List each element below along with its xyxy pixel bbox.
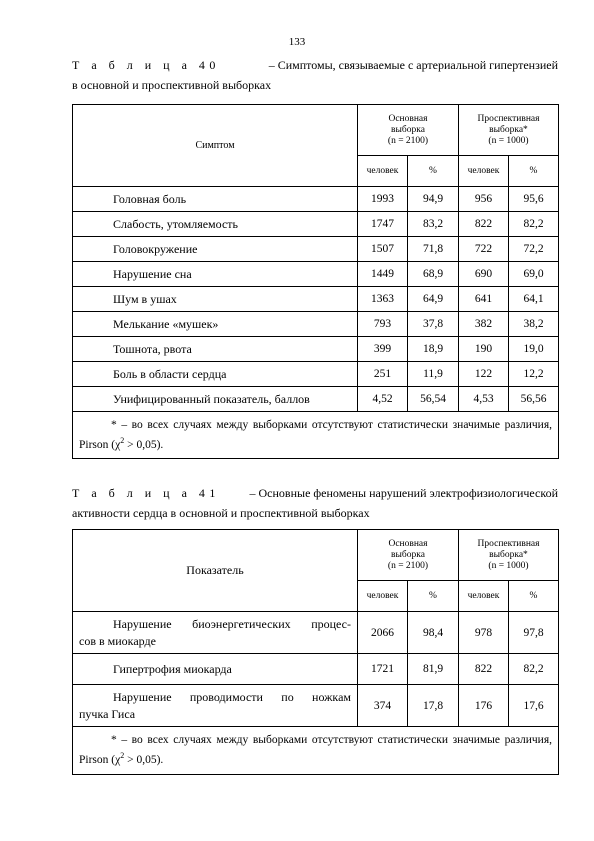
table-41-footnote: * – во всех случаях между выборками отсутствуют статистически значимые различия, Pirson $(\chi^2 > 0,05)$. xyxy=(73,727,559,775)
prospective-percent-cell: 38,2 xyxy=(509,312,559,337)
symptom-name: Головокружение xyxy=(73,237,358,262)
main-persons-cell: 1747 xyxy=(358,212,408,237)
table-row xyxy=(73,312,559,337)
percent-header: % xyxy=(408,581,459,612)
prospective-percent-cell: 56,56 xyxy=(509,387,559,412)
main-persons-cell: 793 xyxy=(358,312,408,337)
table-row xyxy=(73,362,559,387)
symptom-name: Нарушение сна xyxy=(73,262,358,287)
prospective-persons-cell: 822 xyxy=(459,654,509,685)
table-40-title-line2: в основной и проспективной выборках xyxy=(72,78,272,92)
symptom-name: Унифицированный показатель, баллов xyxy=(73,387,358,412)
prospective-sample-header: Проспективная выборка* (n = 1000) xyxy=(459,105,559,156)
table-row xyxy=(73,685,559,727)
main-persons-cell: 1363 xyxy=(358,287,408,312)
persons-header: человек xyxy=(459,156,509,187)
table-41-label: Т а б л и ц а 41 xyxy=(72,486,220,500)
prospective-sample-header: Проспективная выборка* (n = 1000) xyxy=(459,530,559,581)
main-percent-cell: 68,9 xyxy=(408,262,459,287)
indicator-name-line1: Нарушение проводимости по ножкам xyxy=(113,689,351,704)
table-40-caption xyxy=(72,55,558,95)
table-40-title-line1: – Симптомы, связываемые с артериальной гипертензией xyxy=(268,58,558,72)
symptom-header: Симптом xyxy=(73,105,358,187)
percent-header: % xyxy=(408,156,459,187)
main-percent-cell: 94,9 xyxy=(408,187,459,212)
main-percent-cell: 18,9 xyxy=(408,337,459,362)
main-percent-cell: 56,54 xyxy=(408,387,459,412)
table-41 xyxy=(72,529,559,775)
prospective-percent-cell: 12,2 xyxy=(509,362,559,387)
prospective-percent-cell: 72,2 xyxy=(509,237,559,262)
prospective-persons-cell: 176 xyxy=(459,685,509,727)
prospective-persons-cell: 690 xyxy=(459,262,509,287)
table-row xyxy=(73,287,559,312)
prospective-persons-cell: 956 xyxy=(459,187,509,212)
main-percent-cell: 37,8 xyxy=(408,312,459,337)
symptom-name: Тошнота, рвота xyxy=(73,337,358,362)
main-persons-cell: 4,52 xyxy=(358,387,408,412)
main-percent-cell: 98,4 xyxy=(408,612,459,654)
table-41-title-line1: – Основные феномены нарушений электрофизиологической xyxy=(249,486,558,500)
main-persons-cell: 399 xyxy=(358,337,408,362)
percent-header: % xyxy=(509,581,559,612)
table-row xyxy=(73,337,559,362)
prospective-persons-cell: 190 xyxy=(459,337,509,362)
persons-header: человек xyxy=(459,581,509,612)
symptom-name: Шум в ушах xyxy=(73,287,358,312)
prospective-persons-cell: 4,53 xyxy=(459,387,509,412)
indicator-name xyxy=(73,654,358,685)
main-persons-cell: 1449 xyxy=(358,262,408,287)
main-percent-cell: 17,8 xyxy=(408,685,459,727)
table-row xyxy=(73,237,559,262)
table-row xyxy=(73,212,559,237)
table-40 xyxy=(72,104,559,459)
main-sample-header: Основная выборка (n = 2100) xyxy=(358,105,459,156)
table-row xyxy=(73,187,559,212)
prospective-persons-cell: 822 xyxy=(459,212,509,237)
main-percent-cell: 83,2 xyxy=(408,212,459,237)
table-41-body xyxy=(73,612,559,727)
main-persons-cell: 2066 xyxy=(358,612,408,654)
indicator-name-line1: Нарушение биоэнергетических процес- xyxy=(113,616,351,631)
main-persons-cell: 1507 xyxy=(358,237,408,262)
prospective-persons-cell: 722 xyxy=(459,237,509,262)
prospective-persons-cell: 978 xyxy=(459,612,509,654)
prospective-percent-cell: 95,6 xyxy=(509,187,559,212)
table-40-body xyxy=(73,187,559,412)
main-percent-cell: 11,9 xyxy=(408,362,459,387)
symptom-name: Мелькание «мушек» xyxy=(73,312,358,337)
table-41-title-line2: активности сердца в основной и проспективной выборках xyxy=(72,506,370,520)
prospective-percent-cell: 17,6 xyxy=(509,685,559,727)
prospective-persons-cell: 122 xyxy=(459,362,509,387)
table-41-caption xyxy=(72,483,558,523)
indicator-name xyxy=(73,612,358,654)
table-row xyxy=(73,387,559,412)
prospective-percent-cell: 97,8 xyxy=(509,612,559,654)
persons-header: человек xyxy=(358,156,408,187)
persons-header: человек xyxy=(358,581,408,612)
main-percent-cell: 64,9 xyxy=(408,287,459,312)
main-persons-cell: 251 xyxy=(358,362,408,387)
symptom-name: Боль в области сердца xyxy=(73,362,358,387)
prospective-persons-cell: 641 xyxy=(459,287,509,312)
main-persons-cell: 1721 xyxy=(358,654,408,685)
prospective-percent-cell: 64,1 xyxy=(509,287,559,312)
main-sample-header: Основная выборка (n = 2100) xyxy=(358,530,459,581)
indicator-name-line1: Гипертрофия миокарда xyxy=(113,661,232,676)
prospective-percent-cell: 69,0 xyxy=(509,262,559,287)
main-percent-cell: 71,8 xyxy=(408,237,459,262)
main-percent-cell: 81,9 xyxy=(408,654,459,685)
main-persons-cell: 1993 xyxy=(358,187,408,212)
symptom-name: Головная боль xyxy=(73,187,358,212)
table-row xyxy=(73,612,559,654)
indicator-name-line2: пучка Гиса xyxy=(79,706,136,721)
indicator-name xyxy=(73,685,358,727)
indicator-header: Показатель xyxy=(73,530,358,612)
prospective-percent-cell: 82,2 xyxy=(509,654,559,685)
table-40-label: Т а б л и ц а 40 xyxy=(72,58,220,72)
indicator-name-line2: сов в миокарде xyxy=(79,633,156,648)
main-persons-cell: 374 xyxy=(358,685,408,727)
table-row xyxy=(73,654,559,685)
page-number: 133 xyxy=(288,36,306,48)
prospective-percent-cell: 82,2 xyxy=(509,212,559,237)
percent-header: % xyxy=(509,156,559,187)
prospective-percent-cell: 19,0 xyxy=(509,337,559,362)
symptom-name: Слабость, утомляемость xyxy=(73,212,358,237)
table-40-footnote: * – во всех случаях между выборками отсутствуют статистически значимые различия, Pirson $(\chi^2 > 0,05)$. xyxy=(73,412,559,459)
prospective-persons-cell: 382 xyxy=(459,312,509,337)
table-row xyxy=(73,262,559,287)
